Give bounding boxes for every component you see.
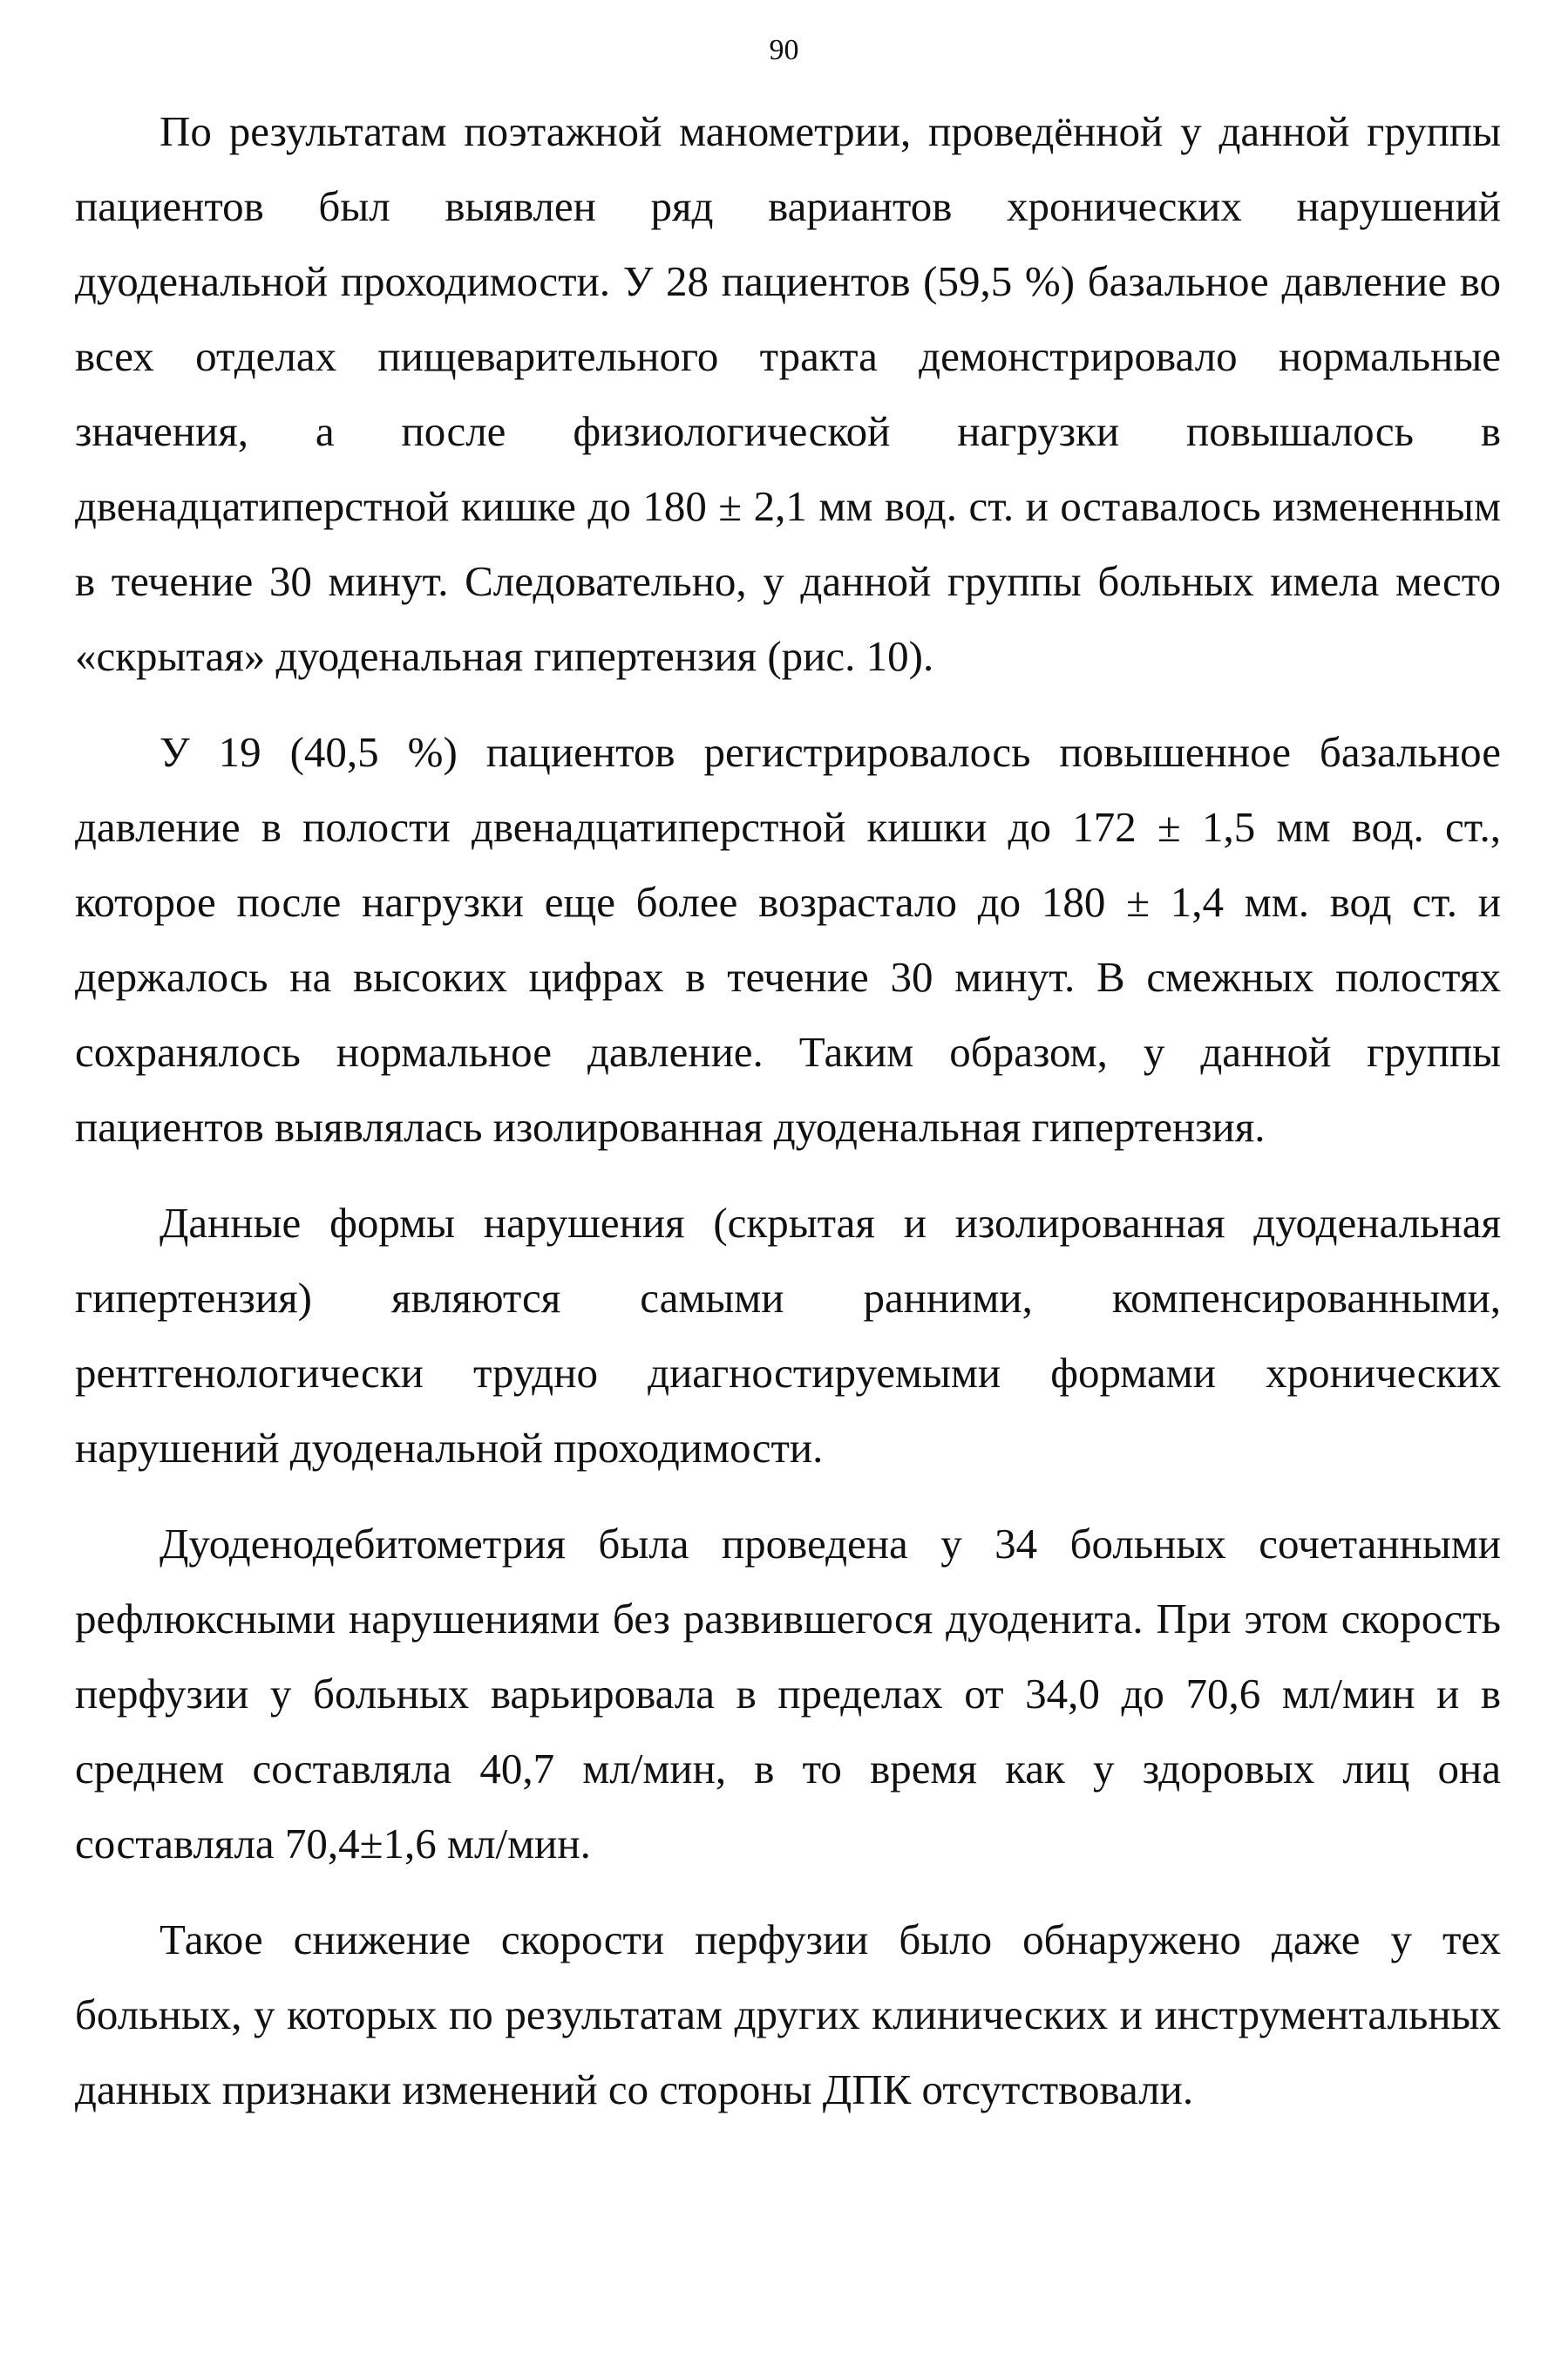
page-number: 90 (769, 34, 799, 66)
paragraph-perfusion-decrease: Такое снижение скорости перфузии было обнаружено даже у тех больных, у которых по результатам других клинических и инструментальных данных признаки изменений со стороны ДПК отсутствовали. (75, 1915, 1501, 2113)
paragraph-early-forms: Данные формы нарушения (скрытая и изолированная дуоденальная гипертензия) являются самыми ранними, компенсированными, рентгенологически трудно диагностируемыми формами хронических нарушений дуоденальной проходимости. (75, 1199, 1501, 1472)
body-text (75, 94, 1501, 2148)
paragraph-isolated-hypertension: У 19 (40,5 %) пациентов регистрировалось повышенное базальное давление в полости двенадцатиперстной кишки до 172 ± 1,5 мм вод. ст., которое после нагрузки еще более возрастало до 180 ± 1,4 мм. вод ст. и держалось на высоких цифрах в течение 30 минут. В смежных полостях сохранялось нормальное давление. Таким образом, у данной группы пациентов выявлялась изолированная дуоденальная гипертензия. (75, 728, 1501, 1151)
paragraph-manometry-results: По результатам поэтажной манометрии, проведённой у данной группы пациентов был выявлен ряд вариантов хронических нарушений дуоденальной проходимости. У 28 пациентов (59,5 %) базальное давление во всех отделах пищеварительного тракта демонстрировало нормальные значения, а после физиологической нагрузки повышалось в двенадцатиперстной кишке до 180 ± 2,1 мм вод. ст. и оставалось измененным в течение 30 минут. Следовательно, у данной группы больных имела место «скрытая» дуоденальная гипертензия (рис. 10). (75, 107, 1501, 680)
paragraph-debitometry: Дуоденодебитометрия была проведена у 34 больных сочетанными рефлюксными нарушениями без развившегося дуоденита. При этом скорость перфузии у больных варьировала в пределах от 34,0 до 70,6 мл/мин и в среднем составляла 40,7 мл/мин, в то время как у здоровых лиц она составляла 70,4±1,6 мл/мин. (75, 1520, 1501, 1868)
